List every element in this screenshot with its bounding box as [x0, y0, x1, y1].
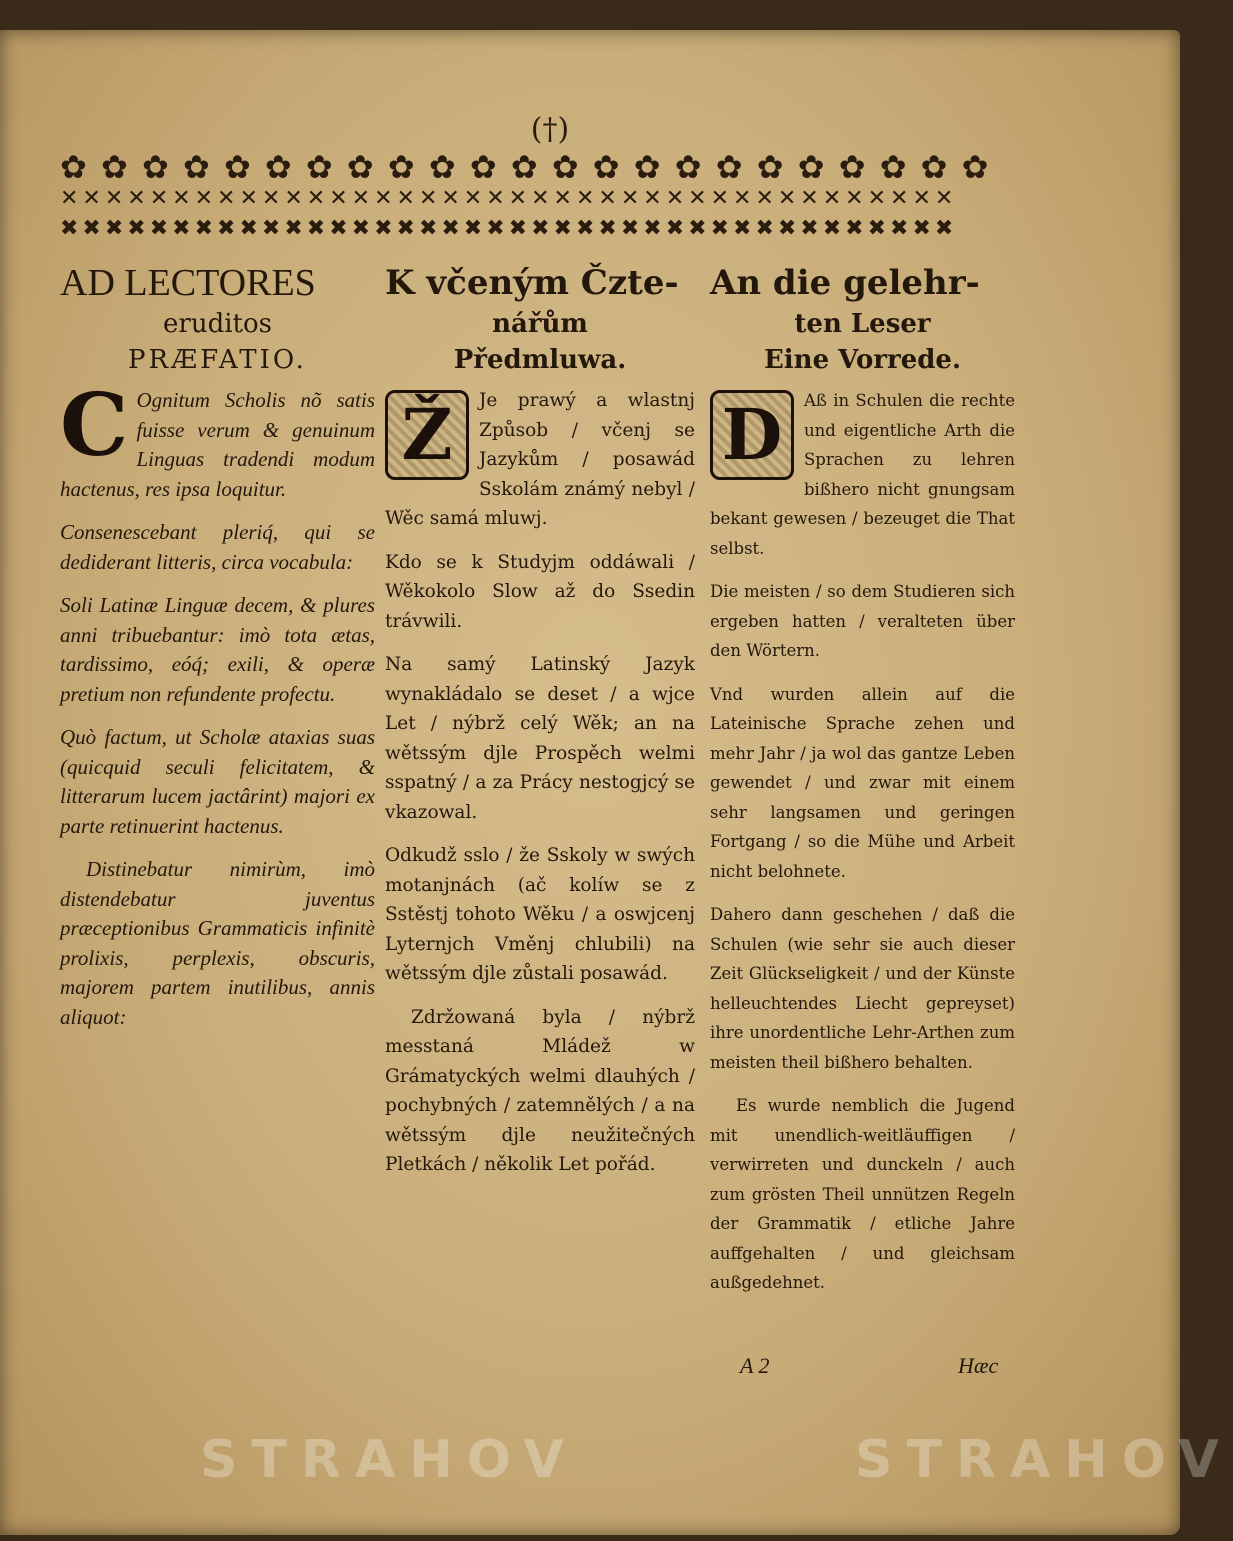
latin-title: AD LECTORES [60, 262, 316, 304]
german-heading: Eine Vorrede. [763, 345, 962, 375]
czech-dropcap: Ž [385, 390, 469, 480]
catchword: Hæc [958, 1353, 999, 1378]
latin-heading: PRÆFATIO. [128, 345, 307, 375]
czech-paragraph-3: Na samý Latinský Jazyk wynakládalo se deset / a wjce Let / nýbrž celý Wěk; an na wětssým djle Prospěch welmi sspatný / a za Prácy nestogjcý se vkazowal. [385, 654, 695, 823]
latin-paragraph-3: Soli Latinæ Linguæ decem, & plures anni tribuebantur: imò tota ætas, tardissimo, eóq́; exili, & operæ pretium non refundente profectu. [60, 593, 375, 706]
german-dropcap: D [710, 390, 794, 480]
german-paragraph-5: Es wurde nemblich die Jugend mit unendlich-weitläuffigen / verwirreten und dunckeln / auch zum grösten Theil unnützen Regeln der Grammatik / etliche Jahre auffgehalten / und gleichsam außgedehnet. [710, 1096, 1015, 1292]
german-paragraph-2: Die meisten / so dem Studieren sich ergeben hatten / veralteten über den Wörtern. [710, 582, 1015, 660]
latin-paragraph-5: Distinebatur nimirùm, imò distendebatur juventus præceptionibus Grammaticis infinitè prolixis, perplexis, obscuris, majorem partem inutilibus, annis aliquot: [60, 857, 375, 1029]
ornament-band-bottom: ✖✖✖✖✖✖✖✖✖✖✖✖✖✖✖✖✖✖✖✖✖✖✖✖✖✖✖✖✖✖✖✖✖✖✖✖✖✖✖✖ [60, 216, 958, 241]
german-paragraph-3: Vnd wurden allein auf die Lateinische Sprache zehen und mehr Jahr / ja wol das gantze Leben gewendet / und zwar mit einem sehr langsamen und geringen Fortgang / so die Mühe und Arbeit nicht belohnete. [710, 684, 1015, 881]
latin-paragraph-1 [60, 375, 375, 504]
czech-column [385, 260, 695, 1194]
czech-paragraph-2: Kdo se k Studyjm oddáwali / Wěkokolo Slow až do Ssedin trávwili. [385, 551, 695, 632]
german-paragraph-1 [710, 386, 1015, 563]
german-column [710, 260, 1015, 1312]
czech-paragraph-4: Odkudž sslo / že Sskoly w swých motanjnách (ač kolíw se z Sstěstj tohoto Wěku / a oswjcenj Lyternjch Vměnj chlubili) na wětssým djle zůstali posawád. [385, 845, 695, 984]
latin-column [60, 260, 375, 1046]
latin-paragraph-4: Quò factum, ut Scholæ ataxias suas (quicquid seculi felicitatem, & litterarum lucem jactârint) majori ex parte retinuerint hactenus. [60, 725, 375, 838]
latin-subtitle: eruditos [163, 309, 272, 339]
page-signature-header: (†) [530, 112, 570, 147]
watermark-left: STRAHOV [200, 1430, 578, 1490]
czech-heading: Předmluwa. [453, 345, 627, 375]
german-paragraph-1-text: Aß in Schulen die rechte und eigentliche Arth die Sprachen zu lehren bißhero nicht gnungsam bekant gewesen / bezeuget die That selbst. [710, 391, 1015, 558]
czech-title: K včeným Čzte- [385, 263, 679, 303]
watermark-right: STRAHOV [855, 1430, 1233, 1490]
czech-paragraph-5: Zdržowaná byla / nýbrž messtaná Mládež w Grámatyckých welmi dlauhých / pochybných / zatemnělých / a na wětssým djle neužitečných Pletkách / několik Let pořád. [385, 1006, 695, 1175]
latin-paragraph-2: Consenescebant pleriq́, qui se dediderant litteris, circa vocabula: [60, 520, 375, 574]
german-subtitle: ten Leser [794, 309, 931, 339]
german-title: An die gelehr- [710, 263, 980, 303]
german-paragraph-4: Dahero dann geschehen / daß die Schulen (wie sehr sie auch dieser Zeit Glückseligkeit / und der Künste helleuchtendes Liecht gepreyset) ihre unordentliche Lehr-Arthen zum meisten theil bißhero behalten. [710, 905, 1015, 1072]
czech-paragraph-1 [385, 386, 695, 534]
latin-paragraph-1-text: Ognitum Scholis nõ satis fuisse verum & genuinum Linguas tradendi modum hactenus, res ipsa loquitur. [60, 388, 375, 501]
book-page [0, 30, 1233, 1535]
latin-dropcap: C [60, 375, 129, 476]
czech-paragraph-1-text: Je prawý a wlastnj Způsob / včenj se Jazykům / posawád Sskolám známý nebyl / Wěc samá mluwj. [385, 390, 695, 529]
ornament-band-middle: ✕✕✕✕✕✕✕✕✕✕✕✕✕✕✕✕✕✕✕✕✕✕✕✕✕✕✕✕✕✕✕✕✕✕✕✕✕✕✕✕ [60, 186, 958, 211]
ornament-band-top: ✿ ✿ ✿ ✿ ✿ ✿ ✿ ✿ ✿ ✿ ✿ ✿ ✿ ✿ ✿ ✿ ✿ ✿ ✿ ✿ ✿ ✿ ✿ [60, 148, 991, 186]
signature-mark: A 2 [740, 1353, 770, 1378]
czech-subtitle: nářům [492, 309, 588, 339]
